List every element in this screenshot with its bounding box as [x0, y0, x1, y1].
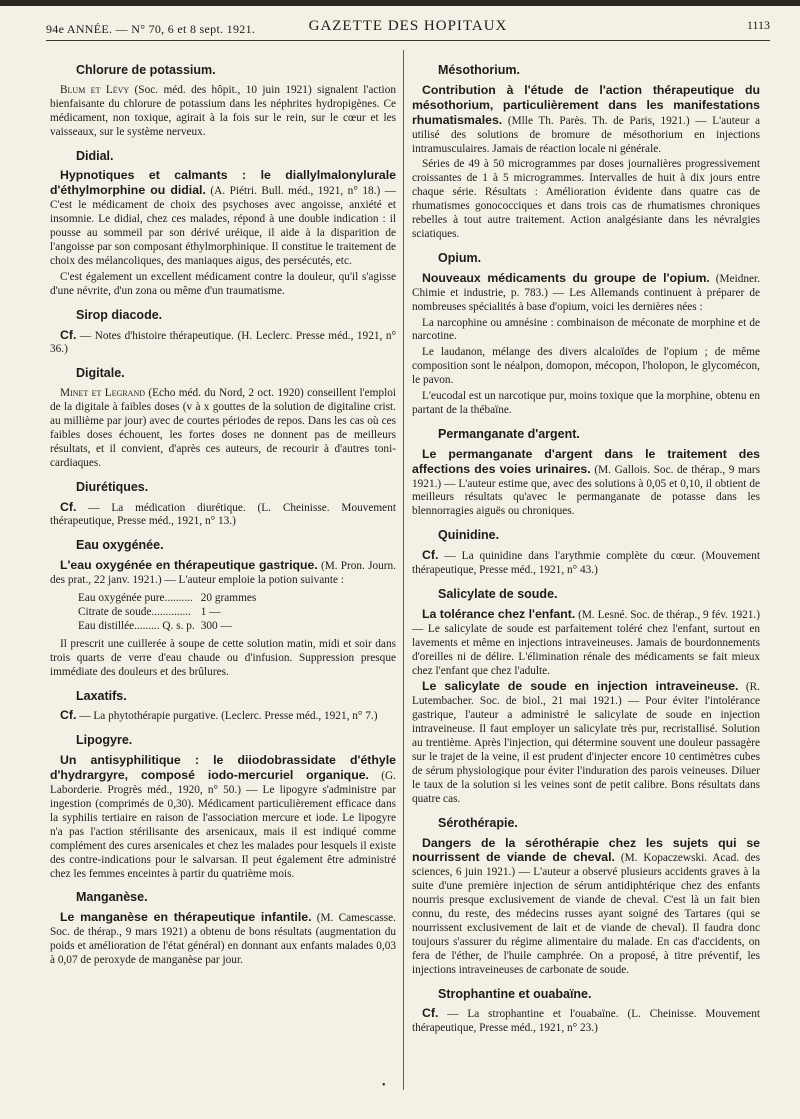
cf-marker: Cf. [422, 1006, 439, 1021]
section-heading: Lipogyre. [76, 733, 133, 748]
section-heading: Diurétiques. [76, 479, 149, 494]
section-heading: Eau oxygénée. [76, 538, 164, 553]
section-heading: Digitale. [76, 366, 125, 381]
article-text: — La strophantine et l'ouabaïne. (L. Cheinisse. Mouvement thérapeutique, Presse méd., 1921, n° 23.) [412, 1008, 760, 1035]
article-text: a obtenu de bons résultats (augmentation du poids et amélioration de l'état général) en donnant aux enfants malades 0,03 à 0,07 de peroxyde de manganèse par jour. [50, 926, 396, 967]
article-paragraph: C'est également un excellent médicament contre la douleur, qu'il s'agisse d'une névrite, d'un zona ou même d'un traumatisme. [50, 270, 396, 297]
article-text: — C'est le médicament de choix des psychoses avec angoisse, anxiété et insomnie. Le didial, chez ces malades, répond à une double indication : il pousse au sommeil par son dérivé uréique, il aide à la disparition de l'angoisse par son composant éthylmorphinique. Il constitue le traitement de choix des mélancoliques, des maniaques aigus, des persécutés, etc. [50, 185, 397, 267]
recipe-item: Citrate de soude.............. [78, 606, 191, 618]
article-paragraph [50, 329, 396, 358]
article-title: Le permanganate d'argent dans le traitement des affections des voies urinaires. [412, 446, 760, 476]
reference: (M. Lesné. Soc. de thérap., 9 fév. 1921.) [578, 608, 761, 621]
article-title: Le salicylate de soude en injection intraveineuse. [422, 679, 739, 694]
article-text: — L'auteur estime que, avec des solutions à 0,05 et 0,10, il obtient de meilleurs résultats qu'avec le permanganate de potasse dans les blennorragies aiguës ou chroniques. [412, 477, 760, 518]
reference: (Echo méd. du Nord, 2 oct. 1920) [148, 387, 304, 400]
article-text: — Notes d'histoire thérapeutique. (H. Leclerc. Presse méd., 1921, n° 36.) [50, 329, 396, 356]
article-text: — La phytothérapie purgative. (Leclerc. Presse méd., 1921, n° 7.) [76, 710, 378, 723]
page-header [46, 14, 770, 41]
article-text: — Pour éviter l'intolérance gastrique, l'auteur a administré le salicylate de soude en injection intraveineuse. Il faut employer un salicylate très pur, recristallisé. Solution au trentième. Après l'injection, qui détermine souvent une douleur passagère sur le trajet de la veine, il est prudent d'injecter encore 10 centimètres cubes de sérum physiologique pour éviter l'induration des parois veineuses. Diluer le taux de la solution si les veines sont de petit calibre. Bons résultats dans quatre cas. [412, 695, 760, 805]
article-text: — L'auteur a observé plusieurs accidents graves à la suite d'une première injection de sérum antidiphtérique chez des enfants nourris presque exclusivement de viande de cheval. C'est là un fait bien connu, du reste, des médecins russes ayant soigné des Tartares (qui se nourrissent exclusivement de lait et de viande de cheval). Il faudra donc toujours s'assurer du régime alimentaire du malade. En cas d'accidents, on fera de l'éther, de l'huile camphrée. On a proposé, à titre préventif, les injections intraveineuses de carbonate de soude. [412, 866, 760, 976]
article-title: Nouveaux médicaments du groupe de l'opium. [422, 270, 710, 285]
article-title: L'eau oxygénée en thérapeutique gastrique. [60, 558, 318, 573]
section-heading: Sérothérapie. [438, 815, 518, 830]
recipe-table [78, 592, 262, 634]
left-column [50, 58, 396, 970]
column-divider [403, 50, 404, 1090]
top-edge-bar [0, 0, 800, 6]
article-paragraph [412, 837, 760, 978]
article-paragraph [412, 680, 760, 806]
article-paragraph [50, 559, 396, 588]
article-paragraph [50, 501, 396, 530]
article-paragraph [412, 1007, 760, 1036]
article-text: signalent l'action bienfaisante du chlorure de potassium dans les néphrites hydropigènes. Ce médicament, non toxique, agirait à la fois sur le rein, sur le cœur et les vaisseaux, sur le système nerveux. [50, 83, 396, 138]
article-text: conseillent l'emploi de la digitale à faibles doses (v à x gouttes de la solution de digitaline crist. au millième par jour) avec de courtes périodes de repos. Dans les cas où ces faibles doses échouent, les fortes doses ne donnent pas de meilleurs résultats, et il convient, d'après ces auteurs, de recourir à d'autres toni-cardiaques. [50, 387, 396, 469]
article-paragraph [50, 911, 396, 968]
reference: (M. Gallois. Soc. de thérap., 9 mars 1921.) [412, 463, 761, 490]
article-paragraph: La narcophine ou amnésine : combinaison de méconate de morphine et de narcotine. [412, 316, 760, 343]
recipe-qty: 1 — [200, 606, 221, 618]
article-paragraph [50, 84, 396, 140]
section-heading: Mésothorium. [438, 63, 520, 77]
article-paragraph [50, 754, 396, 881]
article-title: Le manganèse en thérapeutique infantile. [60, 910, 312, 925]
reference: (M. Kopaczewski. Acad. des sciences, 6 juin 1921.) [412, 852, 760, 879]
article-title: Dangers de la sérothérapie chez les sujets qui se nourrissent de viande de cheval. [412, 835, 760, 865]
cf-marker: Cf. [60, 499, 77, 514]
cf-marker: Cf. [60, 327, 77, 342]
section-heading: Chlorure de potassium. [76, 63, 216, 77]
section-heading: Strophantine et ouabaïne. [438, 986, 592, 1001]
reference: (A. Piétri. Bull. méd., 1921, n° 18.) [210, 185, 381, 198]
article-text: — Le lipogyre s'administre par ingestion (comprimés de 0,30). Médicament particulièrement efficace dans la syphilis tertiaire en raison de l'association mercure et iode. Le lipogyre n'a pas l'action stérilisante des arsenicaux, mais il est indiqué comme complément des cures arsenicales et chez les malades pour lesquels il existe des contre-indications pour le salvarsan. Il peut également être administré chez les femmes enceintes à partir du quatrième mois. [50, 784, 396, 880]
reference: (M. Camescasse. Soc. de thérap., 9 mars 1921) [50, 912, 396, 939]
article-title: Hypnotiques et calmants : le diallylmalonylurale d'éthylmorphine ou didial. [50, 168, 396, 198]
article-title: Un antisyphilitique : le diiodobrassidate d'éthyle d'hydrargyre, composé iodo-mercuriel organique. [50, 753, 396, 783]
recipe-row [78, 620, 262, 634]
section-heading: Permanganate d'argent. [438, 426, 580, 441]
section-heading: Sirop diacode. [76, 307, 163, 322]
reference: (Soc. méd. des hôpit., 10 juin 1921) [134, 83, 312, 96]
article-paragraph: Séries de 49 à 50 microgrammes par doses journalières progressivement croissantes de 1 à 5 microgrammes. Intervalles de huit à dix jours entre chaque série. Résultats : Amélioration évidente dans quatre cas de rhumatismes gonococciques et dans trois cas de rhumatismes chroniques rebelles à tout autre traitement. Action analgésiante dans les névralgies sciatiques. [412, 158, 760, 240]
article-text: — L'auteur a utilisé des solutions de bromure de mésothorium en injections intramusculaires. Jamais de réaction locale ni générale. [412, 114, 761, 155]
section-heading: Quinidine. [438, 528, 500, 543]
reference: (R. Lutembacher. Soc. de biol., 21 mai 1921.) [412, 681, 760, 708]
right-column [412, 58, 760, 1038]
journal-title: GAZETTE DES HOPITAUX [308, 18, 508, 34]
section-heading: Opium. [438, 250, 482, 265]
article-paragraph [412, 549, 760, 578]
section-heading: Salicylate de soude. [438, 587, 558, 601]
reference: (G. Laborderie. Progrès méd., 1920, n° 50.) [50, 770, 396, 797]
issue-info: 94e ANNÉE. — N° 70, 6 et 8 sept. 1921. [46, 22, 256, 36]
reference: (Mlle Th. Parès. Th. de Paris, 1921.) [507, 114, 690, 127]
article-paragraph [50, 169, 396, 268]
cf-marker: Cf. [422, 548, 439, 563]
recipe-qty: 300 — [200, 619, 232, 632]
article-text: — Les Allemands continuent à préparer de nombreuses spécialités à base d'opium, voici les dernières nées : [412, 286, 760, 313]
section-heading: Laxatifs. [76, 688, 127, 703]
recipe-row [78, 592, 262, 606]
recipe-row [78, 606, 262, 620]
article-text: — L'auteur emploie la potion suivante : [161, 574, 345, 587]
recipe-qty: 20 grammes [200, 592, 257, 605]
section-heading: Didial. [76, 148, 114, 163]
article-title: Contribution à l'étude de l'action thérapeutique du mésothorium, particulièrement dans les manifestations rhumatismales. [412, 82, 760, 127]
article-paragraph: Il prescrit une cuillerée à soupe de cette solution matin, midi et soir dans trois quarts de verre d'eau chaude ou d'infusion. Suppression presque immédiate des douleurs et des brûlures. [50, 637, 396, 678]
article-paragraph [412, 608, 760, 679]
print-dot: • [382, 1080, 386, 1091]
reference: (Meidner. Chimie et industrie, p. 783.) [412, 272, 761, 299]
cf-marker: Cf. [60, 708, 77, 723]
authors: Minet et Legrand [60, 387, 145, 400]
authors: Blum et Lévy [60, 83, 130, 96]
reference: (M. Pron. Journ. des prat., 22 janv. 1921.) [50, 560, 396, 587]
article-paragraph [412, 84, 760, 157]
article-paragraph [412, 448, 760, 520]
recipe-item: Eau distillée......... Q. s. p. [78, 619, 195, 632]
article-paragraph [50, 387, 396, 470]
article-paragraph: Le laudanon, mélange des divers alcaloïdes de l'opium ; de même composition sont le néalpon, domopon, mécopon, l'holopon, le glycomécon, le pavon. [412, 346, 760, 387]
recipe-item: Eau oxygénée pure.......... [78, 592, 193, 605]
article-text: — La médication diurétique. (L. Cheinisse. Mouvement thérapeutique, Presse méd., 1921, n° 13.) [50, 501, 396, 528]
page-number: 1113 [746, 18, 770, 32]
article-text: — La quinidine dans l'arythmie complète du cœur. (Mouvement thérapeutique, Presse méd., 1921, n° 43.) [412, 550, 760, 577]
article-text: — Le salicylate de soude est parfaitement toléré chez l'enfant, surtout en lavements et même en injections intraveineuses. Jamais de bourdonnements d'oreilles ni de délire. L'élimination rénale des médicaments se fait mieux chez l'enfant que chez l'adulte. [412, 622, 760, 677]
article-paragraph [412, 272, 760, 315]
article-title: La tolérance chez l'enfant. [422, 606, 576, 621]
article-paragraph: L'eucodal est un narcotique pur, moins toxique que la morphine, obtenu en partant de la thébaïne. [412, 390, 760, 416]
article-paragraph [50, 709, 396, 724]
section-heading: Manganèse. [76, 890, 148, 905]
